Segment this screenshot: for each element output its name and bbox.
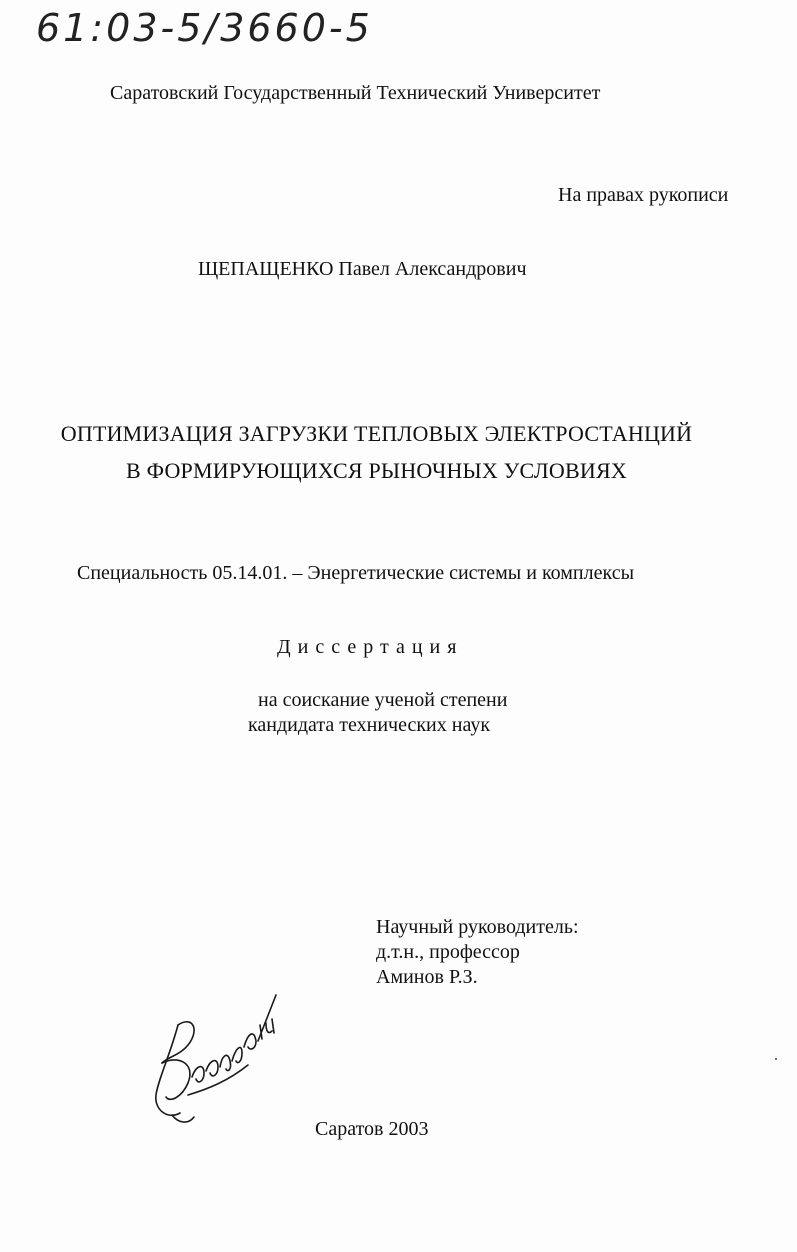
degree-line-1: на соискание ученой степени <box>258 689 508 711</box>
degree-line-2: кандидата технических наук <box>248 714 491 736</box>
handwritten-signature <box>148 985 298 1130</box>
university-name: Саратовский Государственный Технический Университет <box>110 82 601 104</box>
scientific-advisor-block <box>376 915 579 990</box>
dissertation-title-line-1: ОПТИМИЗАЦИЯ ЗАГРУЗКИ ТЕПЛОВЫХ ЭЛЕКТРОСТАНЦИЙ <box>60 421 693 446</box>
document-type: Диссертация <box>277 636 464 658</box>
city-and-year: Саратов 2003 <box>315 1118 429 1140</box>
specialty-line: Специальность 05.14.01. – Энергетические системы и комплексы <box>77 562 635 584</box>
advisor-name: Аминов Р.З. <box>376 966 478 988</box>
scan-speck <box>775 1058 777 1060</box>
manuscript-note: На правах рукописи <box>558 184 729 206</box>
advisor-rank: д.т.н., профессор <box>376 941 520 963</box>
author-name: ЩЕПАЩЕНКО Павел Александрович <box>198 258 527 280</box>
advisor-label: Научный руководитель: <box>376 916 579 938</box>
handwritten-archive-code: 61:03-5/3660-5 <box>36 6 373 50</box>
dissertation-title-line-2: В ФОРМИРУЮЩИХСЯ РЫНОЧНЫХ УСЛОВИЯХ <box>126 458 627 483</box>
